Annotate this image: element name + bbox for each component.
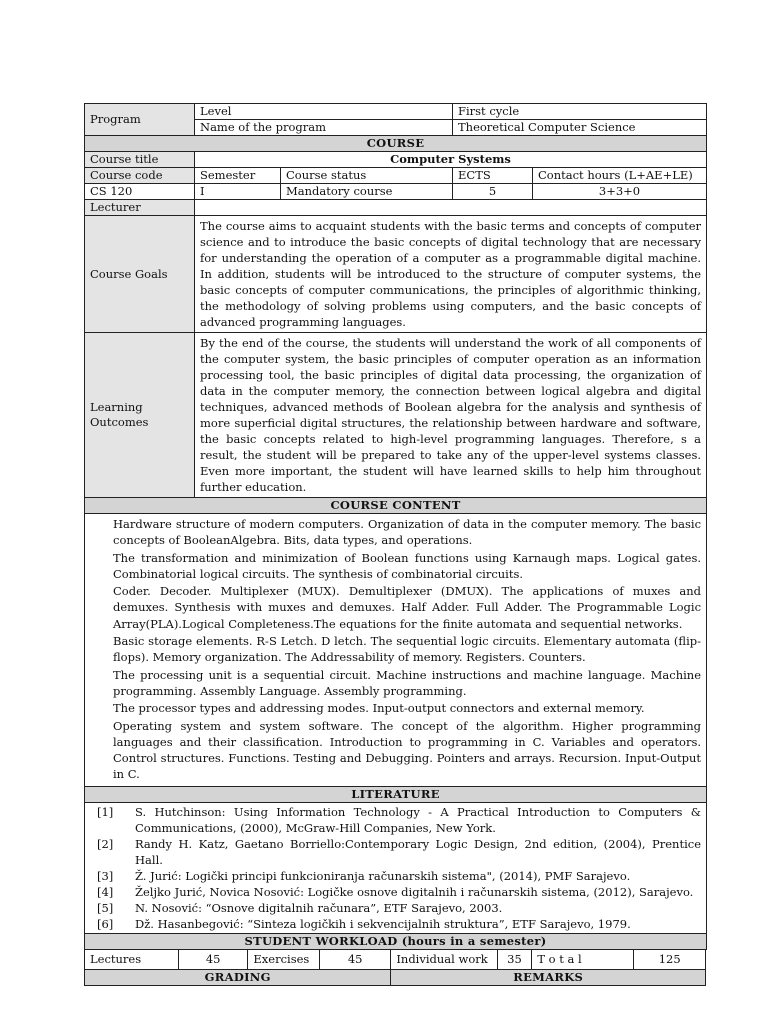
literature-text: Randy H. Katz, Gaetano Borriello:Contemporary Logic Design, 2nd edition, (2004), Prentice Hall. bbox=[135, 836, 702, 867]
course-content-heading: COURSE CONTENT bbox=[85, 498, 707, 514]
learning-outcomes-text: By the end of the course, the students will understand the work of all components of the computer system, the basic principles of computer operation as an information processing tool, the basic principles of digital data processing, the organization of data in the computer memory, the connection between logical algebra and digital techniques, advanced methods of Boolean algebra for the analysis and synthesis of more superficial digital structures, the relationship between hardware and software, the basic concepts related to high-level programming languages. Therefore, s a result, the student will be prepared to take any of the upper-level systems classes. Even more important, the student will have learned skills to help him throughout further education. bbox=[195, 333, 707, 498]
course-status-label: Course status bbox=[281, 168, 453, 184]
course-heading: COURSE bbox=[85, 136, 707, 152]
total-label: T o t a l bbox=[532, 949, 634, 969]
semester-label: Semester bbox=[195, 168, 281, 184]
level-label: Level bbox=[195, 104, 453, 120]
grading-heading: GRADING bbox=[85, 969, 391, 985]
literature-heading: LITERATURE bbox=[85, 786, 707, 802]
exercises-value: 45 bbox=[319, 949, 390, 969]
course-code-value: CS 120 bbox=[85, 184, 195, 200]
content-paragraph: The processor types and addressing modes. Input-output connectors and external memory. bbox=[113, 701, 645, 716]
contact-hours-value: 3+3+0 bbox=[533, 184, 707, 200]
total-value: 125 bbox=[634, 949, 706, 969]
course-code-label: Course code bbox=[85, 168, 195, 184]
literature-text: N. Nosović: “Osnove digitalnih računara”, ETF Sarajevo, 2003. bbox=[135, 900, 503, 915]
course-status-value: Mandatory course bbox=[281, 184, 453, 200]
course-title-label: Course title bbox=[85, 152, 195, 168]
lecturer-value bbox=[195, 200, 707, 216]
content-paragraph: Operating system and system software. The concept of the algorithm. Higher programming languages and their classification. Introduction to programming in C. Variables and operators. Control structures. Functions. Testing and Debugging. Pointers and arrays. Recursion. Input-Output in C. bbox=[113, 718, 702, 782]
content-paragraph: Coder. Decoder. Multiplexer (MUX). Demultiplexer (DMUX). The applications of muxes and demuxes. Synthesis with muxes and demuxes. Half Adder. Full Adder. The Programmable Logic Array(PLA).Logical Completeness.The equations for the finite automata and sequential networks. bbox=[113, 584, 702, 631]
literature-text: Dž. Hasanbegović: “Sinteza logičkih i sekvencijalnih struktura”, ETF Sarajevo, 1979. bbox=[135, 916, 631, 931]
learning-outcomes-label: Learning Outcomes bbox=[85, 333, 195, 498]
individual-work-label: Individual work bbox=[391, 949, 497, 969]
literature-item bbox=[97, 836, 701, 868]
literature-number: [2] bbox=[97, 836, 114, 851]
exercises-label: Exercises bbox=[248, 949, 319, 969]
literature-item bbox=[97, 868, 701, 884]
workload-heading: STUDENT WORKLOAD (hours in a semester) bbox=[85, 933, 707, 949]
lecturer-label: Lecturer bbox=[85, 200, 195, 216]
ects-value: 5 bbox=[453, 184, 533, 200]
literature-number: [6] bbox=[97, 916, 114, 931]
lectures-value: 45 bbox=[178, 949, 247, 969]
literature-text: Ž. Jurić: Logički principi funkcioniranja računarskih sistema", (2014), PMF Sarajevo. bbox=[135, 868, 631, 883]
literature-list bbox=[85, 802, 707, 933]
course-goals-label: Course Goals bbox=[85, 216, 195, 333]
literature-number: [3] bbox=[97, 868, 114, 883]
level-value: First cycle bbox=[453, 104, 707, 120]
remarks-heading: REMARKS bbox=[391, 969, 706, 985]
literature-item bbox=[97, 884, 701, 900]
program-label: Program bbox=[85, 104, 195, 136]
lectures-label: Lectures bbox=[85, 949, 179, 969]
literature-item bbox=[97, 900, 701, 916]
literature-item bbox=[97, 916, 701, 932]
literature-number: [4] bbox=[97, 884, 114, 899]
course-title-value: Computer Systems bbox=[195, 152, 707, 168]
course-goals-text: The course aims to acquaint students with the basic terms and concepts of computer science and to introduce the basic concepts of digital technology that are necessary for understanding the operation of a computer as a programmable digital machine. In addition, students will be introduced to the structure of computer systems, the basic concepts of computer communications, the principles of algorithmic thinking, the methodology of solving problems using computers, and the basic concepts of advanced programming languages. bbox=[195, 216, 707, 333]
literature-text: S. Hutchinson: Using Information Technology - A Practical Introduction to Computers & Communications, (2000), McGraw-Hill Companies, New York. bbox=[135, 804, 702, 835]
literature-number: [5] bbox=[97, 900, 114, 915]
course-syllabus bbox=[84, 103, 706, 986]
literature-item bbox=[97, 804, 701, 836]
individual-work-value: 35 bbox=[497, 949, 532, 969]
content-paragraph: Hardware structure of modern computers. Organization of data in the computer memory. The basic concepts of BooleanAlgebra. Bits, data types, and operations. bbox=[113, 517, 702, 548]
ects-label: ECTS bbox=[453, 168, 533, 184]
course-info-table bbox=[84, 103, 707, 950]
workload-table bbox=[84, 949, 706, 986]
literature-number: [1] bbox=[97, 804, 114, 819]
program-name-value: Theoretical Computer Science bbox=[453, 120, 707, 136]
program-name-label: Name of the program bbox=[195, 120, 453, 136]
content-paragraph: The processing unit is a sequential circuit. Machine instructions and machine language. Machine programming. Assembly Language. Assembly programming. bbox=[113, 667, 702, 698]
semester-value: I bbox=[195, 184, 281, 200]
literature-text: Željko Jurić, Novica Nosović: Logičke osnove digitalnih i računarskih sistema, (2012), Sarajevo. bbox=[135, 884, 694, 899]
course-content-body bbox=[85, 514, 707, 787]
content-paragraph: Basic storage elements. R-S Letch. D letch. The sequential logic circuits. Elementary automata (flip-flops). Memory organization. The Addressability of memory. Registers. Counters. bbox=[113, 634, 702, 665]
content-paragraph: The transformation and minimization of Boolean functions using Karnaugh maps. Logical gates. Combinatorial logical circuits. The synthesis of combinatorial circuits. bbox=[113, 550, 702, 581]
contact-hours-label: Contact hours (L+AE+LE) bbox=[533, 168, 707, 184]
